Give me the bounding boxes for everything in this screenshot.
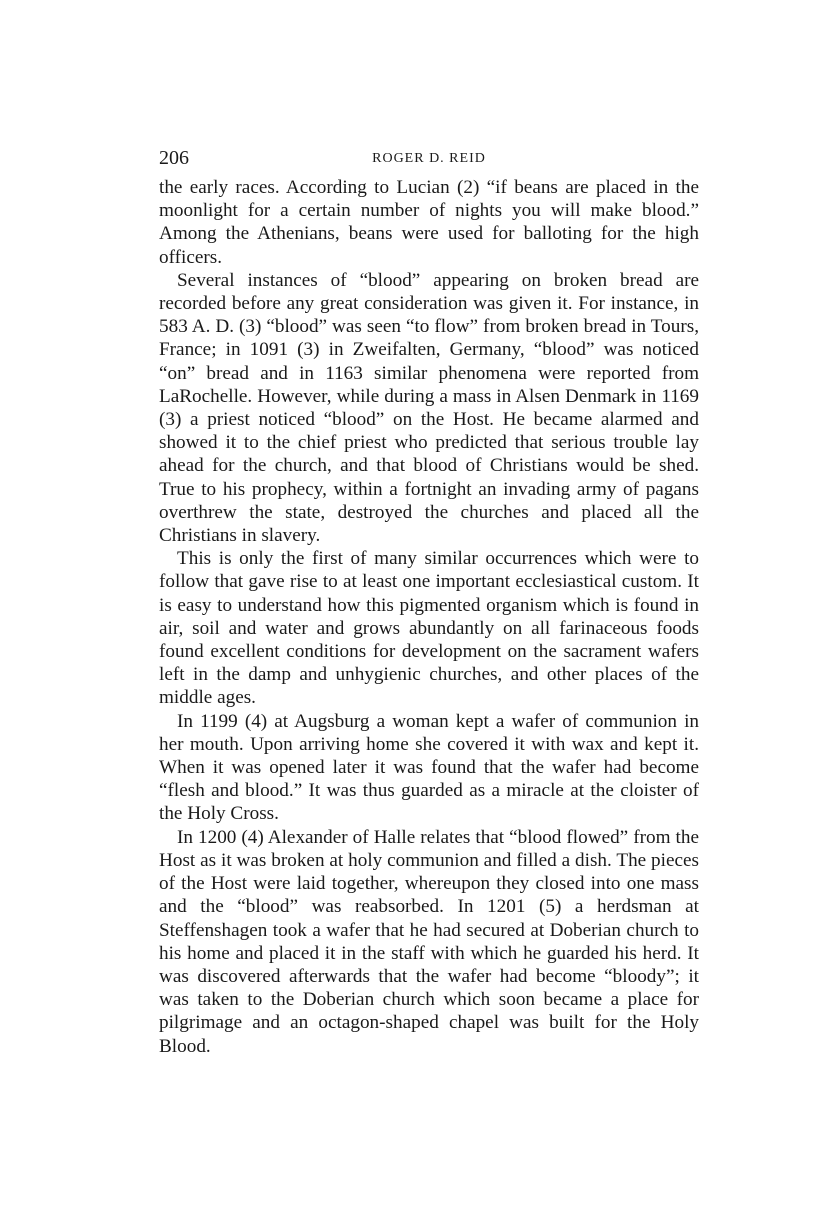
paragraph-1: the early races. According to Lucian (2) “if beans are placed in the moonlight for a certain number of nights you will make blood.” Among the Athenians, beans were used for balloting for the high officers. bbox=[159, 177, 699, 268]
body-text bbox=[159, 176, 699, 1058]
paragraph-5: In 1200 (4) Alexander of Halle relates that “blood flowed” from the Host as it was broken at holy communion and filled a dish. The pieces of the Host were laid together, whereupon they closed into one mass and the “blood” was reabsorbed. In 1201 (5) a herdsman at Steffenshagen took a wafer that he had secured at Doberian church to his home and placed it in the staff with which he guarded his herd. It was discovered afterwards that the wafer had become “bloody”; it was taken to the Doberian church which soon became a place for pilgrimage and an octagon-shaped chapel was built for the Holy Blood. bbox=[159, 826, 699, 1057]
paragraph-2: Several instances of “blood” appearing on broken bread are recorded before any great consideration was given it. For instance, in 583 A. D. (3) “blood” was seen “to flow” from broken bread in Tours, France; in 1091 (3) in Zweifalten, Germany, “blood” was noticed “on” bread and in 1163 similar phenomena were reported from LaRochelle. However, while during a mass in Alsen Denmark in 1169 (3) a priest noticed “blood” on the Host. He became alarmed and showed it to the chief priest who predicted that serious trouble lay ahead for the church, and that blood of Christians would be shed. True to his prophecy, within a fortnight an invading army of pagans overthrew the state, destroyed the churches and placed all the Christians in slavery. bbox=[159, 269, 699, 547]
paragraph-4: In 1199 (4) at Augsburg a woman kept a wafer of communion in her mouth. Upon arriving home she covered it with wax and kept it. When it was opened later it was found that the wafer had become “flesh and blood.” It was thus guarded as a miracle at the cloister of the Holy Cross. bbox=[159, 710, 699, 825]
paragraph-3: This is only the first of many similar occurrences which were to follow that gave rise to at least one important ecclesiastical custom. It is easy to understand how this pigmented organism which is found in air, soil and water and grows abundantly on all farinaceous foods found excellent conditions for development on the sacrament wafers left in the damp and unhygienic churches, and other places of the middle ages. bbox=[159, 548, 699, 709]
page bbox=[159, 146, 699, 1058]
running-head bbox=[159, 146, 699, 172]
page-number: 206 bbox=[159, 147, 189, 169]
running-head-author: ROGER D. REID bbox=[372, 151, 486, 166]
